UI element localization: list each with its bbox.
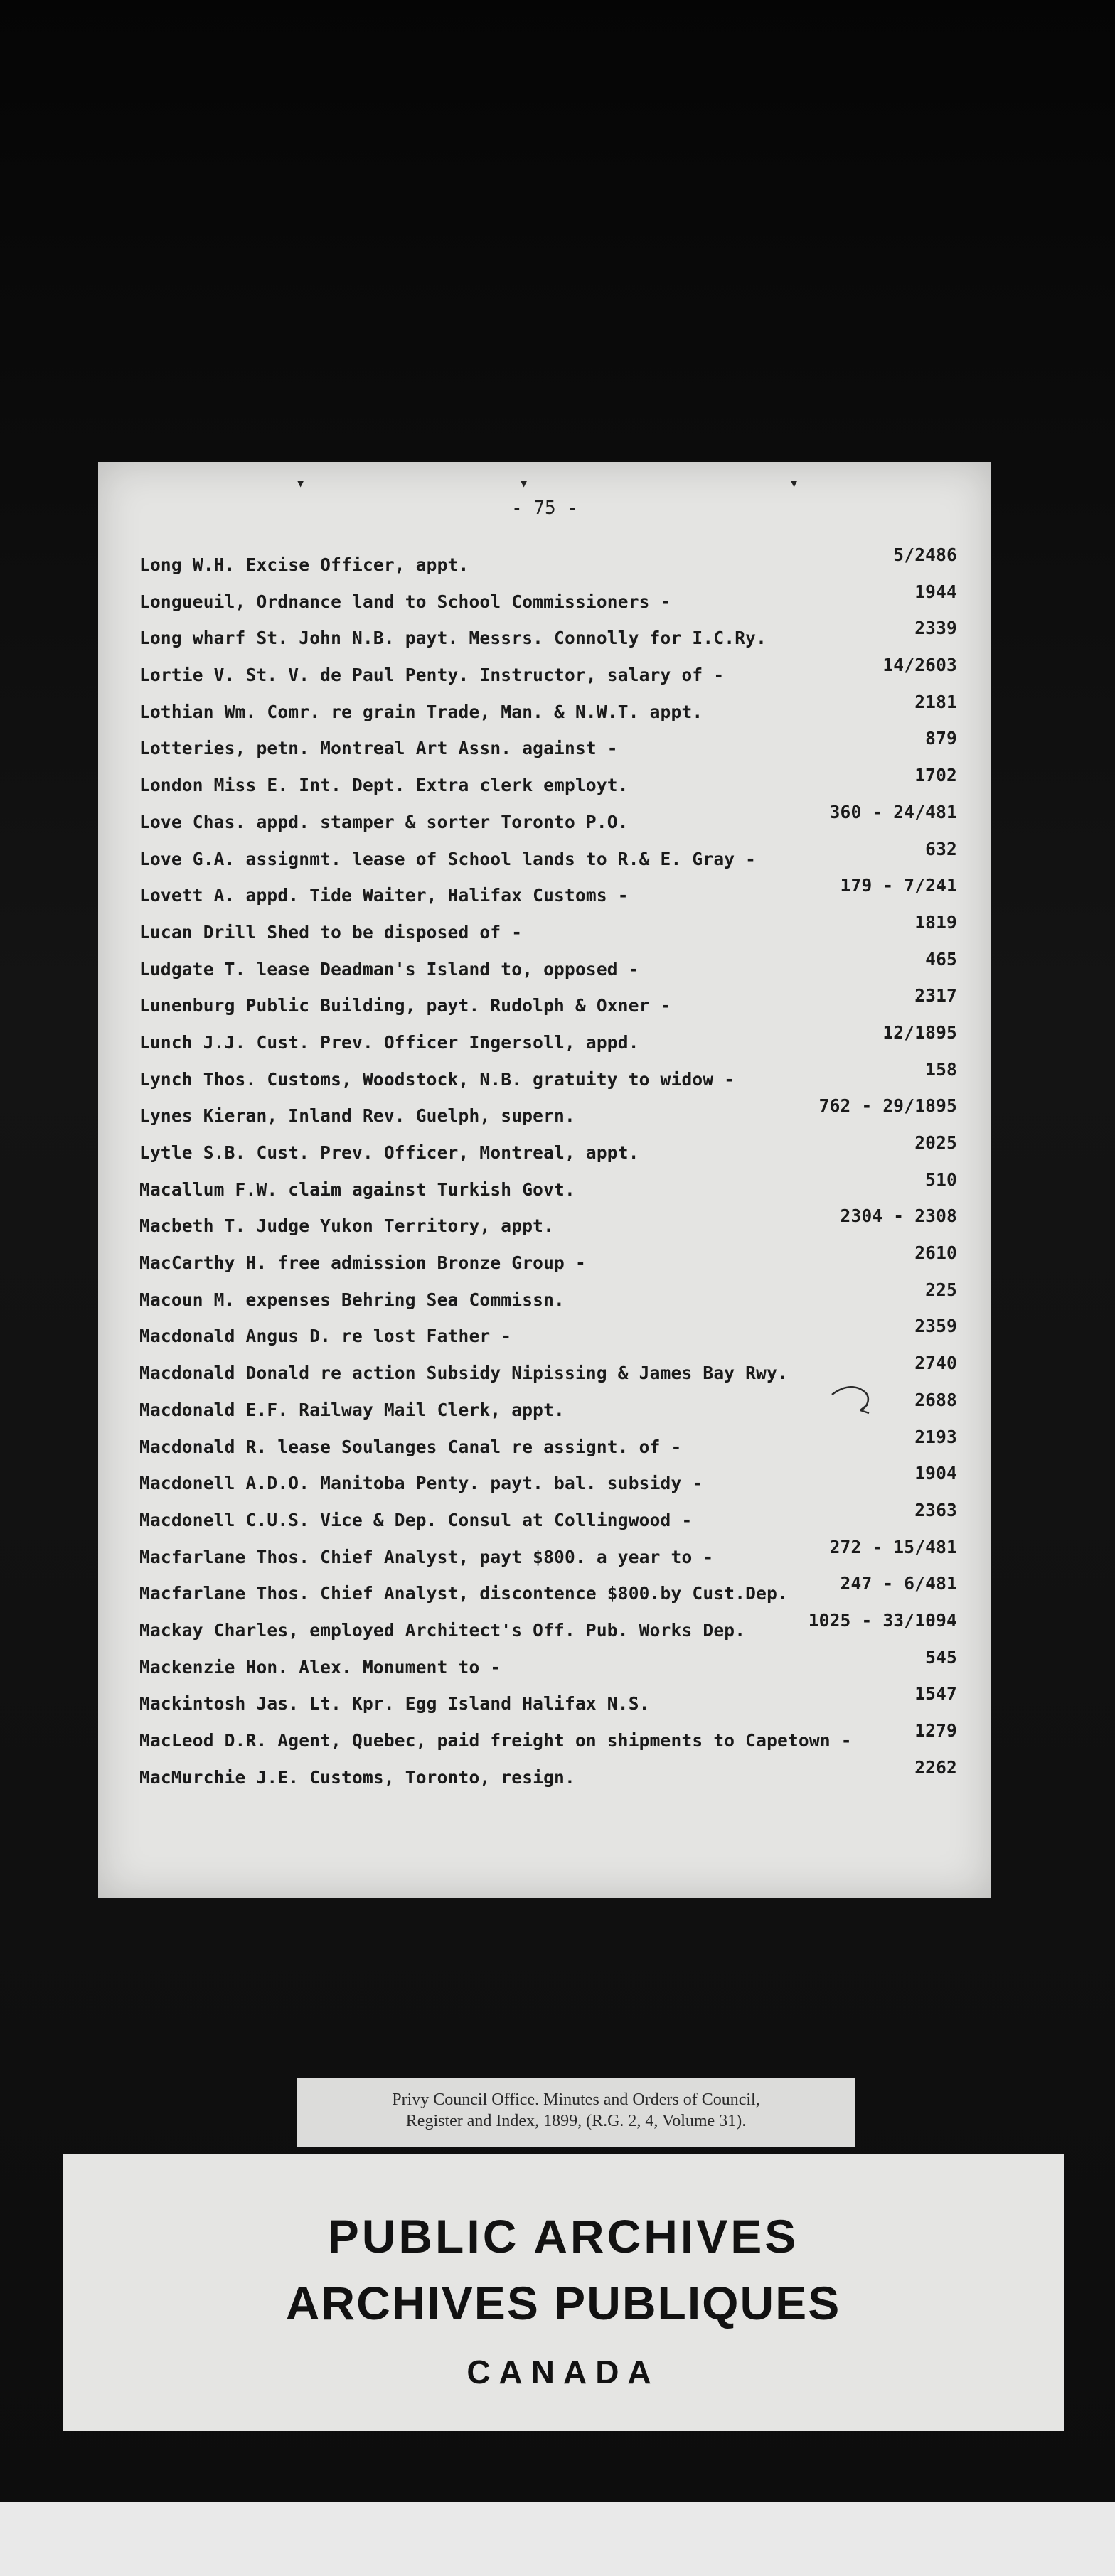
entry-text: Lynch Thos. Customs, Woodstock, N.B. gratuity to widow - bbox=[139, 1068, 735, 1090]
entry-reference-number: 545 bbox=[925, 1646, 957, 1668]
entry-text: MacLeod D.R. Agent, Quebec, paid freight on shipments to Capetown - bbox=[139, 1730, 852, 1751]
entry-text: Macdonald Donald re action Subsidy Nipissing & James Bay Rwy. bbox=[139, 1363, 788, 1384]
entry-reference-number: 2740 bbox=[914, 1353, 957, 1374]
entry-text: Mackenzie Hon. Alex. Monument to - bbox=[139, 1656, 501, 1678]
index-entry bbox=[139, 729, 957, 766]
entry-text: Macbeth T. Judge Yukon Territory, appt. bbox=[139, 1215, 555, 1237]
entry-reference-number: 879 bbox=[925, 728, 957, 749]
index-entry bbox=[139, 987, 957, 1024]
archival-caption bbox=[297, 2078, 855, 2147]
caption-line: Register and Index, 1899, (R.G. 2, 4, Volume 31). bbox=[405, 2112, 747, 2130]
entry-text: Ludgate T. lease Deadman's Island to, opposed - bbox=[139, 958, 639, 980]
entry-text: Long W.H. Excise Officer, appt. bbox=[139, 554, 469, 575]
entry-reference-number: 14/2603 bbox=[882, 655, 957, 676]
entry-reference-number: 762 - 29/1895 bbox=[818, 1095, 957, 1117]
entry-text: Lunch J.J. Cust. Prev. Officer Ingersoll, appd. bbox=[139, 1031, 639, 1053]
index-entry bbox=[139, 1281, 957, 1318]
index-entry bbox=[139, 1501, 957, 1538]
entry-text: Lynes Kieran, Inland Rev. Guelph, supern. bbox=[139, 1105, 575, 1127]
entry-text: Lytle S.B. Cust. Prev. Officer, Montreal, appt. bbox=[139, 1142, 639, 1163]
entry-reference-number: 1819 bbox=[914, 911, 957, 933]
entry-text: Longueuil, Ordnance land to School Commissioners - bbox=[139, 591, 671, 612]
index-entry bbox=[139, 619, 957, 656]
entry-reference-number: 5/2486 bbox=[893, 544, 957, 565]
archives-stamp bbox=[63, 2154, 1064, 2431]
entry-text: Macoun M. expenses Behring Sea Commissn. bbox=[139, 1289, 565, 1310]
entry-reference-number: 225 bbox=[925, 1279, 957, 1300]
entry-text: Lothian Wm. Comr. re grain Trade, Man. & N.W.T. appt. bbox=[139, 701, 703, 722]
entry-reference-number: 1904 bbox=[914, 1463, 957, 1484]
entry-text: Lovett A. appd. Tide Waiter, Halifax Customs - bbox=[139, 885, 629, 906]
index-entry bbox=[139, 1097, 957, 1134]
handwritten-arrow-icon bbox=[829, 1379, 886, 1422]
stamp-line-canada: CANADA bbox=[466, 2354, 660, 2390]
index-entry bbox=[139, 583, 957, 620]
entry-text: Love Chas. appd. stamper & sorter Toronto P.O. bbox=[139, 811, 629, 832]
entry-reference-number: 2688 bbox=[914, 1389, 957, 1410]
entry-text: MacCarthy H. free admission Bronze Group - bbox=[139, 1252, 586, 1274]
entry-text: Macdonald E.F. Railway Mail Clerk, appt. bbox=[139, 1399, 565, 1420]
entry-reference-number: 2339 bbox=[914, 618, 957, 639]
entry-text: Love G.A. assignmt. lease of School lands to R.& E. Gray - bbox=[139, 848, 757, 869]
entry-text: Lucan Drill Shed to be disposed of - bbox=[139, 921, 523, 943]
binder-hole-mark: ▾ bbox=[519, 475, 529, 493]
entry-reference-number: 632 bbox=[925, 838, 957, 859]
entry-reference-number: 1944 bbox=[914, 581, 957, 602]
film-edge-band bbox=[0, 2502, 1115, 2576]
index-entry bbox=[139, 766, 957, 803]
entry-text: Macdonell A.D.O. Manitoba Penty. payt. bal. subsidy - bbox=[139, 1473, 703, 1494]
page-number: - 75 - bbox=[511, 498, 578, 519]
index-entry-list bbox=[139, 546, 957, 1795]
entry-text: Macdonell C.U.S. Vice & Dep. Consul at Collingwood - bbox=[139, 1509, 693, 1530]
index-page bbox=[98, 462, 991, 1898]
entry-reference-number: 179 - 7/241 bbox=[840, 875, 957, 896]
entry-reference-number: 2193 bbox=[914, 1426, 957, 1447]
index-entry bbox=[139, 876, 957, 913]
index-entry bbox=[139, 840, 957, 877]
entry-reference-number: 2262 bbox=[914, 1756, 957, 1778]
index-entry bbox=[139, 1244, 957, 1281]
index-entry bbox=[139, 1171, 957, 1208]
entry-text: Mackay Charles, employed Architect's Off. Pub. Works Dep. bbox=[139, 1619, 746, 1641]
index-entry bbox=[139, 913, 957, 950]
entry-text: Macdonald Angus D. re lost Father - bbox=[139, 1326, 512, 1347]
binder-hole-mark: ▾ bbox=[296, 475, 306, 493]
entry-text: Lunenburg Public Building, payt. Rudolph & Oxner - bbox=[139, 995, 671, 1016]
entry-text: Mackintosh Jas. Lt. Kpr. Egg Island Halifax N.S. bbox=[139, 1693, 650, 1714]
index-entry bbox=[139, 1021, 957, 1061]
index-entry bbox=[139, 1058, 957, 1098]
binder-hole-mark: ▾ bbox=[789, 475, 799, 493]
caption-line: Privy Council Office. Minutes and Orders of Council, bbox=[392, 2091, 760, 2109]
entry-text: Lotteries, petn. Montreal Art Assn. against - bbox=[139, 738, 618, 759]
index-entry bbox=[139, 1464, 957, 1501]
index-entry bbox=[139, 1428, 957, 1465]
index-entry bbox=[139, 803, 957, 840]
index-entry bbox=[139, 546, 957, 583]
entry-reference-number: 1702 bbox=[914, 765, 957, 786]
entry-reference-number: 510 bbox=[925, 1169, 957, 1190]
entry-reference-number: 1547 bbox=[914, 1683, 957, 1705]
entry-text: London Miss E. Int. Dept. Extra clerk employt. bbox=[139, 775, 629, 796]
stamp-line-archives-publiques: ARCHIVES PUBLIQUES bbox=[285, 2277, 841, 2329]
entry-reference-number: 2317 bbox=[914, 985, 957, 1007]
index-entry bbox=[139, 1317, 957, 1354]
entry-reference-number: 247 - 6/481 bbox=[840, 1573, 957, 1594]
entry-reference-number: 1025 - 33/1094 bbox=[808, 1609, 957, 1631]
index-entry bbox=[139, 693, 957, 730]
entry-reference-number: 2363 bbox=[914, 1499, 957, 1520]
entry-reference-number: 2610 bbox=[914, 1243, 957, 1264]
entry-reference-number: 2181 bbox=[914, 691, 957, 712]
entry-reference-number: 2304 - 2308 bbox=[840, 1206, 957, 1227]
index-entry bbox=[139, 1134, 957, 1171]
index-entry bbox=[139, 1648, 957, 1685]
entry-reference-number: 2025 bbox=[914, 1132, 957, 1153]
entry-text: Macfarlane Thos. Chief Analyst, discontence $800.by Cust.Dep. bbox=[139, 1583, 788, 1604]
index-entry bbox=[139, 1756, 957, 1796]
index-entry bbox=[139, 1574, 957, 1611]
entry-reference-number: 465 bbox=[925, 948, 957, 970]
entry-reference-number: 360 - 24/481 bbox=[829, 801, 957, 822]
entry-text: MacMurchie J.E. Customs, Toronto, resign. bbox=[139, 1766, 575, 1788]
index-entry bbox=[139, 1207, 957, 1244]
index-entry bbox=[139, 1722, 957, 1759]
entry-text: Macdonald R. lease Soulanges Canal re assignt. of - bbox=[139, 1436, 682, 1457]
entry-reference-number: 2359 bbox=[914, 1316, 957, 1337]
entry-text: Long wharf St. John N.B. payt. Messrs. Connolly for I.C.Ry. bbox=[139, 628, 767, 649]
stamp-line-public-archives: PUBLIC ARCHIVES bbox=[327, 2210, 799, 2263]
index-entry bbox=[139, 1611, 957, 1648]
index-entry bbox=[139, 950, 957, 987]
entry-reference-number: 1279 bbox=[914, 1720, 957, 1741]
index-entry bbox=[139, 656, 957, 693]
entry-reference-number: 158 bbox=[925, 1058, 957, 1080]
entry-text: Lortie V. St. V. de Paul Penty. Instructor, salary of - bbox=[139, 665, 725, 686]
entry-reference-number: 12/1895 bbox=[882, 1021, 957, 1043]
entry-reference-number: 272 - 15/481 bbox=[829, 1536, 957, 1557]
index-entry bbox=[139, 1538, 957, 1575]
entry-text: Macfarlane Thos. Chief Analyst, payt $800. a year to - bbox=[139, 1546, 714, 1567]
index-entry bbox=[139, 1685, 957, 1722]
entry-text: Macallum F.W. claim against Turkish Govt. bbox=[139, 1179, 575, 1200]
